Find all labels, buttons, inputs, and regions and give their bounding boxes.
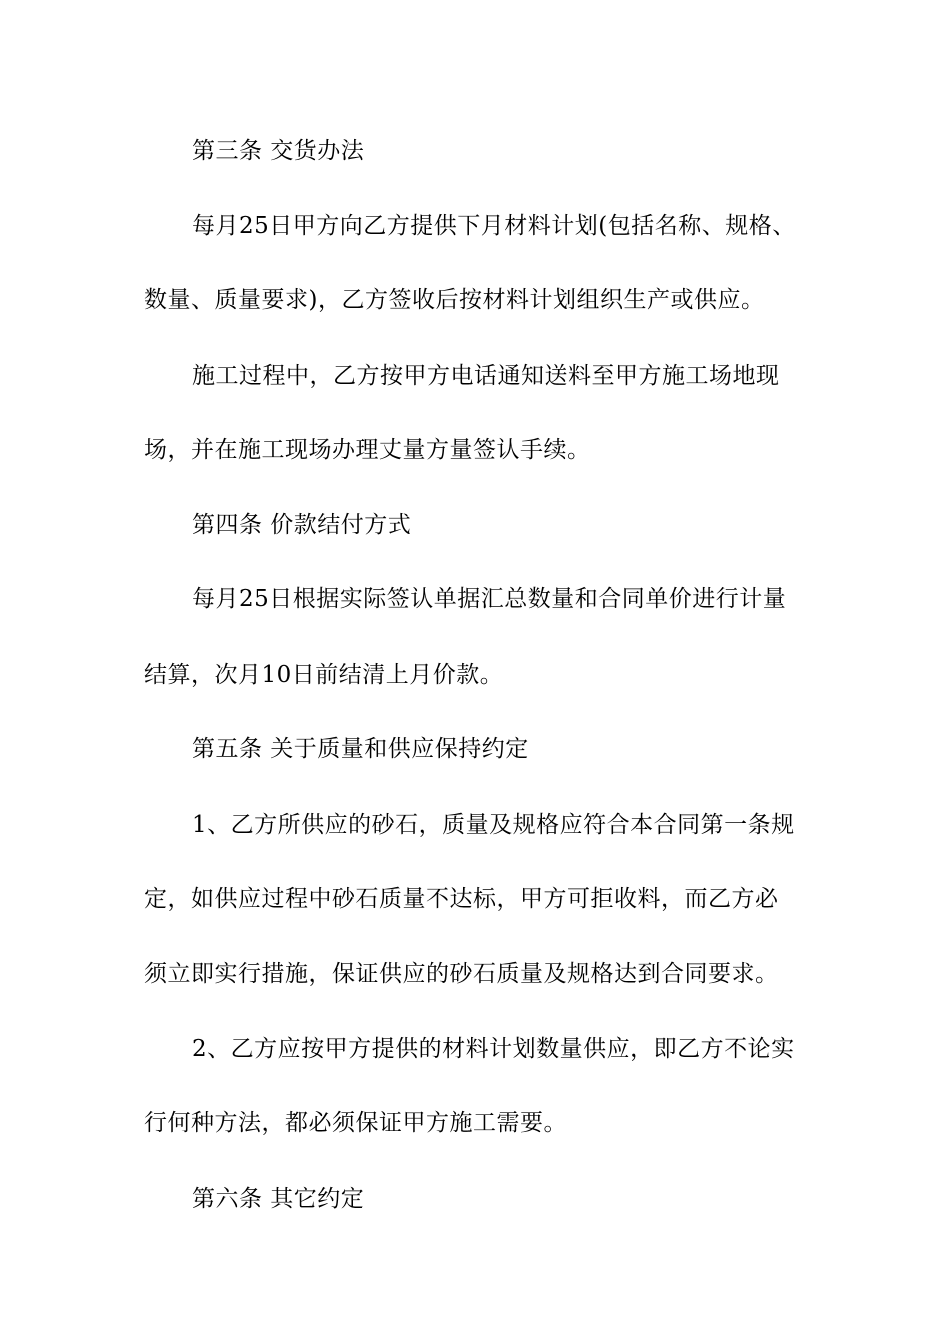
paragraph-line: 每月25日甲方向乙方提供下月材料计划(包括名称、规格、 xyxy=(192,213,796,239)
paragraph-line: 1、乙方所供应的砂石，质量及规格应符合本合同第一条规 xyxy=(192,812,795,838)
paragraph-line: 2、乙方应按甲方提供的材料计划数量供应，即乙方不论实 xyxy=(192,1036,795,1062)
article-6-heading: 第六条 其它约定 xyxy=(192,1186,365,1212)
article-5-heading: 第五条 关于质量和供应保持约定 xyxy=(192,736,529,762)
paragraph-line: 每月25日根据实际签认单据汇总数量和合同单价进行计量 xyxy=(192,586,787,612)
paragraph-line: 施工过程中，乙方按甲方电话通知送料至甲方施工场地现 xyxy=(192,363,780,389)
paragraph-line: 场，并在施工现场办理丈量方量签认手续。 xyxy=(144,437,591,463)
paragraph-line: 定，如供应过程中砂石质量不达标，甲方可拒收料，而乙方必 xyxy=(144,886,779,912)
paragraph-line: 数量、质量要求)，乙方签收后按材料计划组织生产或供应。 xyxy=(144,287,765,313)
article-4-heading: 第四条 价款结付方式 xyxy=(192,512,412,538)
article-3-heading: 第三条 交货办法 xyxy=(192,138,365,164)
paragraph-line: 结算，次月10日前结清上月价款。 xyxy=(144,662,504,688)
paragraph-line: 须立即实行措施，保证供应的砂石质量及规格达到合同要求。 xyxy=(144,961,779,987)
paragraph-line: 行何种方法，都必须保证甲方施工需要。 xyxy=(144,1110,567,1136)
